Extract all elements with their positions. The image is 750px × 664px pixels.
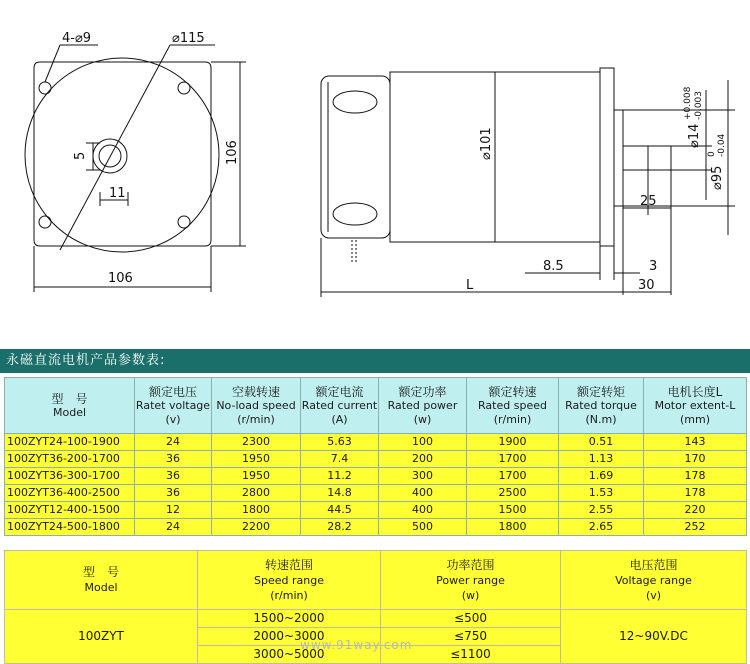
cell-length: 170 [644, 451, 747, 468]
label-holes: 4-⌀9 [62, 31, 92, 46]
label-pilot-tol-lower: -0.04 [717, 133, 727, 157]
cell-length: 143 [644, 434, 747, 451]
front-flange [600, 68, 614, 246]
range-header-voltage: 电压范围 Voltage range (v) [561, 551, 747, 610]
mount-hole-tr [178, 82, 190, 94]
table-row [5, 451, 747, 468]
spec-header-length: 电机长度L Motor extent-L (mm) [644, 378, 747, 434]
spec-table [4, 377, 747, 536]
cell-voltage: 36 [135, 451, 212, 468]
cell-power: 100 [379, 434, 467, 451]
pilot [614, 110, 623, 206]
cell-voltage: 24 [135, 519, 212, 536]
mount-hole-bl [39, 216, 51, 228]
spec-header-row [5, 378, 747, 434]
cell-noload-speed: 1800 [212, 502, 301, 519]
range-cell-voltage: 12~90V.DC [561, 610, 747, 664]
cap-slot-top [333, 91, 377, 113]
label-key-height: 5 [73, 151, 88, 160]
cell-model: 100ZYT36-400-2500 [5, 485, 135, 502]
cell-noload-speed: 2300 [212, 434, 301, 451]
cell-rated-speed: 1700 [467, 468, 559, 485]
leader-pcd [60, 45, 170, 250]
cell-current: 5.63 [301, 434, 379, 451]
range-header-speed: 转速范围 Speed range (r/min) [198, 551, 381, 610]
cell-model: 100ZYT36-200-1700 [5, 451, 135, 468]
table-row [5, 502, 747, 519]
cell-rated-speed: 1900 [467, 434, 559, 451]
spec-header-torque: 额定转矩 Rated torque (N.m) [559, 378, 644, 434]
cell-voltage: 12 [135, 502, 212, 519]
cell-model: 100ZYT24-100-1900 [5, 434, 135, 451]
cell-torque: 2.65 [559, 519, 644, 536]
label-body-dia: ⌀101 [479, 127, 494, 160]
cell-power: 400 [379, 485, 467, 502]
watermark-text: www.91way.com [300, 638, 413, 652]
cap-slot-bottom [333, 203, 377, 225]
label-shaft-tol-upper: +0.008 [683, 86, 693, 120]
cell-noload-speed: 2200 [212, 519, 301, 536]
cell-length: 178 [644, 485, 747, 502]
label-pilot-tol-upper: 0 [707, 151, 717, 157]
label-shaft-tol-lower: -0.003 [694, 90, 704, 120]
label-shaft-length: 30 [638, 278, 655, 293]
rear-cap [321, 76, 390, 238]
cell-current: 11.2 [301, 468, 379, 485]
spec-header-voltage: 额定电压 Ratet voltage (v) [135, 378, 212, 434]
cell-noload-speed: 1950 [212, 451, 301, 468]
range-cell-power: ≤750 [381, 628, 561, 646]
table-row [5, 434, 747, 451]
cell-voltage: 36 [135, 485, 212, 502]
range-cell-speed: 1500~2000 [198, 610, 381, 628]
cell-rated-speed: 1800 [467, 519, 559, 536]
cell-torque: 1.53 [559, 485, 644, 502]
cell-torque: 1.13 [559, 451, 644, 468]
cell-current: 7.4 [301, 451, 379, 468]
cell-torque: 2.55 [559, 502, 644, 519]
cell-rated-speed: 1500 [467, 502, 559, 519]
range-header-model: 型 号 Model [5, 551, 198, 610]
label-flange-thickness: 8.5 [543, 259, 564, 274]
label-pcd: ⌀115 [172, 31, 205, 46]
cell-voltage: 36 [135, 468, 212, 485]
spec-header-model: 型 号 Model [5, 378, 135, 434]
cell-torque: 1.69 [559, 468, 644, 485]
table-row [5, 468, 747, 485]
label-key-width: 11 [109, 186, 126, 201]
cell-noload-speed: 1950 [212, 468, 301, 485]
label-length: L [466, 278, 474, 293]
flange-outline [34, 62, 211, 246]
cell-power: 500 [379, 519, 467, 536]
cell-voltage: 24 [135, 434, 212, 451]
range-cell-model: 100ZYT [5, 610, 198, 664]
cell-model: 100ZYT12-400-1500 [5, 502, 135, 519]
range-cell-power: ≤1100 [381, 646, 561, 664]
table-row [5, 610, 747, 628]
range-header-row [5, 551, 747, 610]
cell-model: 100ZYT24-500-1800 [5, 519, 135, 536]
cell-length: 252 [644, 519, 747, 536]
label-flat-length: 25 [640, 194, 657, 209]
label-pilot-dia: ⌀95 [710, 165, 725, 190]
label-flange-width: 106 [108, 271, 133, 286]
spec-header-noload-speed: 空载转速 No-load speed (r/min) [212, 378, 301, 434]
mount-hole-tl [39, 82, 51, 94]
label-shaft-dia: ⌀14 [687, 123, 702, 148]
label-pilot-length: 3 [649, 259, 658, 274]
mount-hole-br [178, 216, 190, 228]
spec-header-current: 额定电流 Rated current (A) [301, 378, 379, 434]
shaft [623, 146, 671, 170]
cell-power: 200 [379, 451, 467, 468]
cell-length: 220 [644, 502, 747, 519]
cell-current: 44.5 [301, 502, 379, 519]
cell-current: 14.8 [301, 485, 379, 502]
table-row [5, 485, 747, 502]
range-header-power: 功率范围 Power range (w) [381, 551, 561, 610]
leader-holes [45, 45, 60, 82]
range-cell-power: ≤500 [381, 610, 561, 628]
cell-power: 300 [379, 468, 467, 485]
cell-power: 400 [379, 502, 467, 519]
cell-length: 178 [644, 468, 747, 485]
cell-torque: 0.51 [559, 434, 644, 451]
spec-header-power: 额定功率 Rated power (w) [379, 378, 467, 434]
cell-noload-speed: 2800 [212, 485, 301, 502]
range-cell-speed: 3000~5000 [198, 646, 381, 664]
label-flange-height: 106 [225, 140, 240, 165]
table-row [5, 519, 747, 536]
cell-rated-speed: 1700 [467, 451, 559, 468]
table-title: 永磁直流电机产品参数表: [0, 349, 750, 373]
cell-rated-speed: 2500 [467, 485, 559, 502]
cell-current: 28.2 [301, 519, 379, 536]
range-cell-speed: 2000~3000 [198, 628, 381, 646]
cell-model: 100ZYT36-300-1700 [5, 468, 135, 485]
spec-header-rated-speed: 额定转速 Rated speed (r/min) [467, 378, 559, 434]
